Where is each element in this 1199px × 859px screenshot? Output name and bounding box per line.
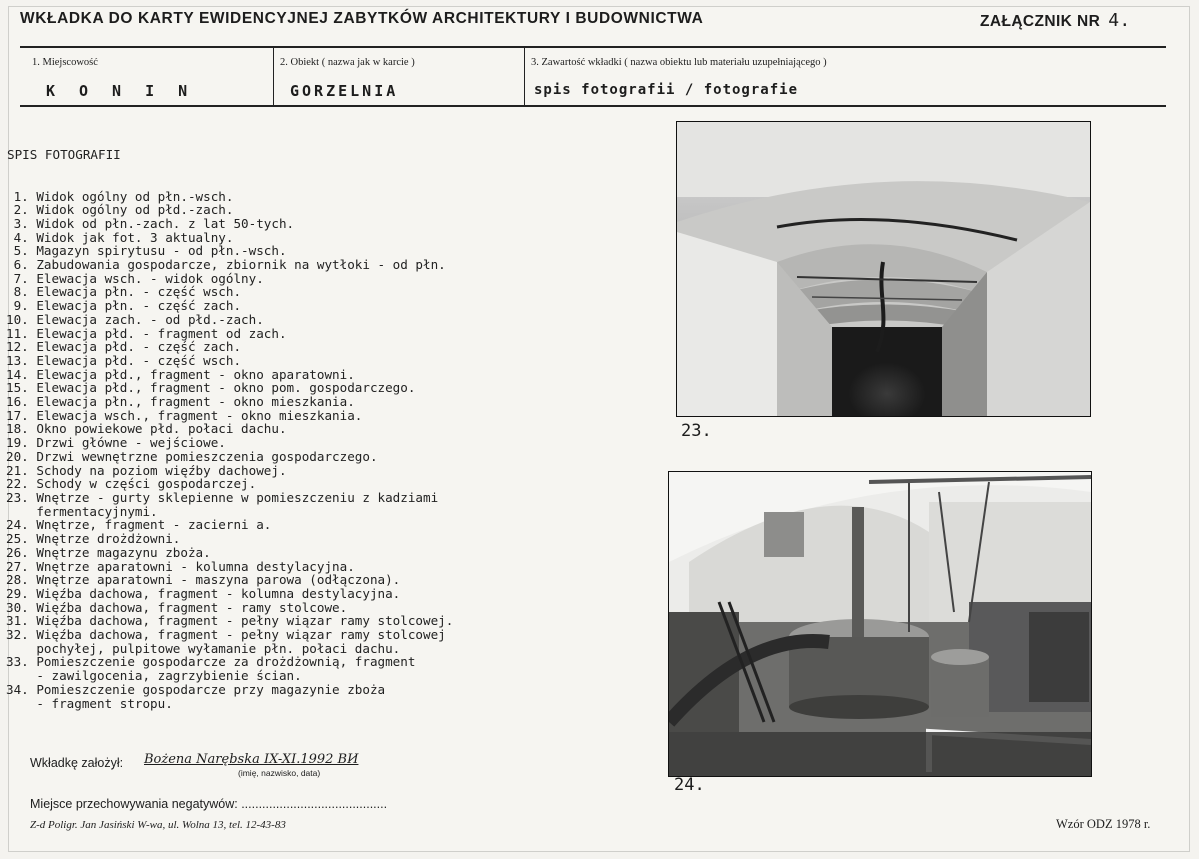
- printer-imprint: Z-d Poligr. Jan Jasiński W-wa, ul. Wolna 13, tel. 12-43-83: [30, 819, 286, 831]
- list-item: 32. Więźba dachowa, fragment - pełny wiązar ramy stolcowej: [6, 627, 446, 643]
- founder-note: (imię, nazwisko, data): [238, 768, 321, 778]
- founder-label: Wkładkę założył:: [30, 756, 124, 770]
- list-items: [6, 190, 646, 711]
- field-divider-1: [273, 47, 274, 106]
- list-item: 17. Elewacja wsch., fragment - okno mieszkania.: [6, 407, 363, 423]
- list-item: 18. Okno powiekowe płd. połaci dachu.: [6, 421, 287, 437]
- founder-signature: Bożena Narębska IX-XI.1992 ВИ: [144, 752, 359, 767]
- list-item: 14. Elewacja płd., fragment - okno aparatowni.: [6, 366, 355, 382]
- list-item: 16. Elewacja płn., fragment - okno mieszkania.: [6, 394, 355, 410]
- list-item: 10. Elewacja zach. - od płd.-zach.: [6, 311, 264, 327]
- object-label: 2. Obiekt ( nazwa jak w karcie ): [280, 57, 415, 68]
- list-item: 21. Schody na poziom więźby dachowej.: [6, 462, 287, 478]
- list-item: 30. Więźba dachowa, fragment - ramy stolcowe.: [6, 599, 348, 615]
- list-item: 11. Elewacja płd. - fragment od zach.: [6, 325, 287, 341]
- header-rule-bottom: [20, 105, 1166, 107]
- photo-vaulted-corridor: [676, 121, 1091, 417]
- list-item: 34. Pomieszczenie gospodarcze przy magazynie zboża: [6, 681, 386, 697]
- list-item: pochyłej, pulpitowe wyłamanie płn. połaci dachu.: [6, 640, 401, 656]
- locality-label: 1. Miejscowość: [32, 57, 98, 68]
- field-divider-2: [524, 47, 525, 106]
- list-item: 22. Schody w części gospodarczej.: [6, 476, 257, 492]
- photo-23-image: [677, 122, 1090, 416]
- list-item: 20. Drzwi wewnętrzne pomieszczenia gospodarczego.: [6, 448, 378, 464]
- list-item: 28. Wnętrze aparatowni - maszyna parowa (odłączona).: [6, 572, 401, 588]
- photo-24-image: [669, 472, 1091, 776]
- list-item: 33. Pomieszczenie gospodarcze za drożdżownią, fragment: [6, 654, 416, 670]
- list-item: 29. Więźba dachowa, fragment - kolumna destylacyjna.: [6, 585, 401, 601]
- object-value: GORZELNIA: [290, 82, 399, 100]
- list-item: 4. Widok jak fot. 3 aktualny.: [6, 229, 234, 245]
- list-item: 13. Elewacja płd. - część wsch.: [6, 352, 242, 368]
- contents-value: spis fotografii / fotografie: [534, 82, 799, 98]
- list-item: 6. Zabudowania gospodarcze, zbiornik na wytłoki - od płn.: [6, 257, 446, 273]
- annex-label-text: ZAŁĄCZNIK NR: [980, 13, 1101, 30]
- locality-value: KONIN: [46, 82, 212, 100]
- list-item: 7. Elewacja wsch. - widok ogólny.: [6, 270, 264, 286]
- list-item: 23. Wnętrze - gurty sklepienne w pomieszczeniu z kadziami: [6, 489, 439, 505]
- contents-label: 3. Zawartość wkładki ( nazwa obiektu lub materiału uzupełniającego ): [531, 57, 827, 68]
- list-heading: SPIS FOTOGRAFII: [7, 147, 121, 163]
- list-item: 19. Drzwi główne - wejściowe.: [6, 435, 226, 451]
- list-item: 9. Elewacja płn. - część zach.: [6, 298, 242, 314]
- list-item: fermentacyjnymi.: [6, 503, 158, 519]
- list-item: 12. Elewacja płd. - część zach.: [6, 339, 242, 355]
- negatives-label: Miejsce przechowywania negatywów: ..........................................: [30, 797, 388, 811]
- list-item: 8. Elewacja płn. - część wsch.: [6, 284, 242, 300]
- photo-list: [6, 121, 646, 724]
- list-item: 26. Wnętrze magazynu zboża.: [6, 544, 211, 560]
- list-item: 5. Magazyn spirytusu - od płn.-wsch.: [6, 243, 287, 259]
- list-item: 2. Widok ogólny od płd.-zach.: [6, 202, 234, 218]
- photo-24-number: 24.: [674, 775, 705, 795]
- list-item: - zawilgocenia, zagrzybienie ścian.: [6, 668, 302, 684]
- annex-number: 4.: [1108, 10, 1131, 31]
- photo-23-number: 23.: [681, 421, 712, 441]
- list-item: - fragment stropu.: [6, 695, 173, 711]
- form-number: Wzór ODZ 1978 r.: [1056, 817, 1151, 831]
- list-item: 15. Elewacja płd., fragment - okno pom. gospodarczego.: [6, 380, 416, 396]
- list-item: 27. Wnętrze aparatowni - kolumna destylacyjna.: [6, 558, 355, 574]
- list-item: 25. Wnętrze drożdżowni.: [6, 531, 181, 547]
- list-item: 3. Widok od płn.-zach. z lat 50-tych.: [6, 215, 295, 231]
- card-title: WKŁADKA DO KARTY EWIDENCYJNEJ ZABYTKÓW ARCHITEKTURY I BUDOWNICTWA: [20, 10, 704, 27]
- list-item: 1. Widok ogólny od płn.-wsch.: [6, 188, 234, 204]
- photo-mash-room: [668, 471, 1092, 777]
- list-item: 31. Więźba dachowa, fragment - pełny wiązar ramy stolcowej.: [6, 613, 454, 629]
- header-rule-top: [20, 46, 1166, 48]
- annex-label: [980, 10, 1131, 31]
- list-item: 24. Wnętrze, fragment - zacierni a.: [6, 517, 272, 533]
